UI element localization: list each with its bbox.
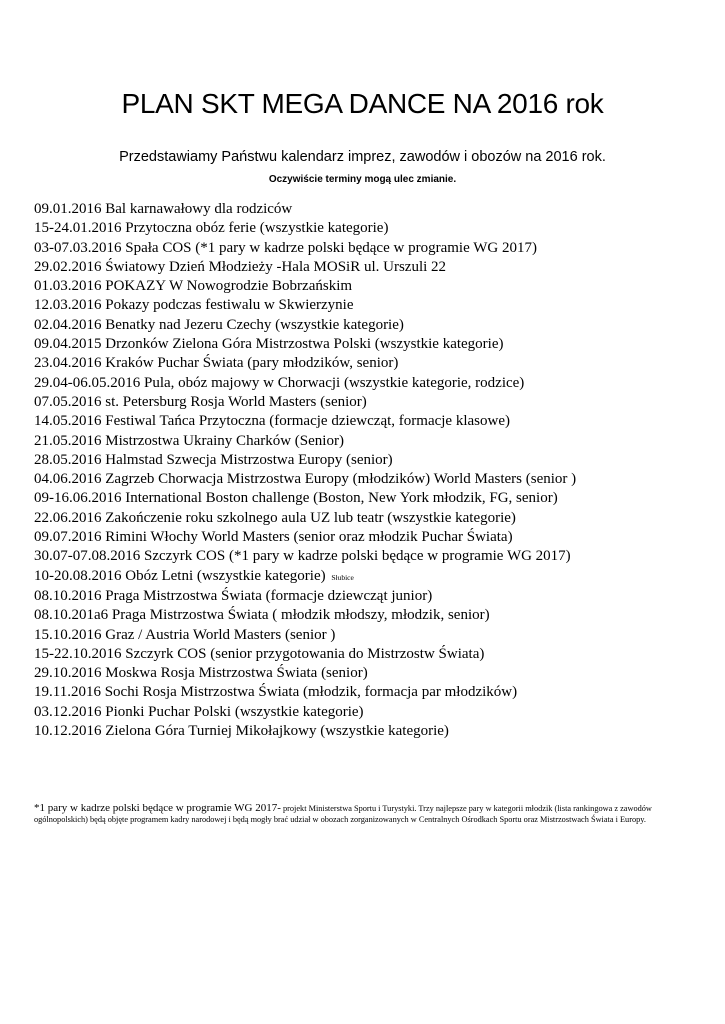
event-item: 15.10.2016 Graz / Austria World Masters (senior ) <box>34 626 336 643</box>
event-item: 08.10.201a6 Praga Mistrzostwa Świata ( młodzik młodszy, młodzik, senior) <box>34 607 490 624</box>
disclaimer-note: Oczywiście terminy mogą ulec zmianie. <box>268 174 457 185</box>
event-item: 09.01.2016 Bal karnawałowy dla rodziców <box>34 201 293 217</box>
event-item: 02.04.2016 Benatky nad Jezeru Czechy (wszystkie kategorie) <box>34 316 404 333</box>
event-item: 14.05.2016 Festiwal Tańca Przytoczna (formacje dziewcząt, formacje klasowe) <box>34 413 510 430</box>
event-item: 19.11.2016 Sochi Rosja Mistrzostwa Świata (młodzik, formacja par młodzików) <box>34 684 518 701</box>
event-item: 10.12.2016 Zielona Góra Turniej Mikołajkowy (wszystkie kategorie) <box>34 723 449 740</box>
event-item: 29.10.2016 Moskwa Rosja Mistrzostwa Świata (senior) <box>34 665 368 682</box>
event-item: 21.05.2016 Mistrzostwa Ukrainy Charków (Senior) <box>34 432 344 449</box>
event-item: 09.07.2016 Rimini Włochy World Masters (senior oraz młodzik Puchar Świata) <box>34 529 513 546</box>
event-item: 12.03.2016 Pokazy podczas festiwalu w Skwierzynie <box>34 297 354 314</box>
event-item: 09-16.06.2016 International Boston challenge (Boston, New York młodzik, FG, senior) <box>34 490 558 507</box>
page-title: PLAN SKT MEGA DANCE NA 2016 rok <box>121 88 604 119</box>
event-item: 08.10.2016 Praga Mistrzostwa Świata (formacje dziewcząt junior) <box>34 587 433 604</box>
event-item: 07.05.2016 st. Petersburg Rosja World Masters (senior) <box>34 393 367 410</box>
event-item: 29.02.2016 Światowy Dzień Młodzieży -Hala MOSiR ul. Urszuli 22 <box>34 258 447 275</box>
event-item: 03.12.2016 Pionki Puchar Polski (wszystkie kategorie) <box>34 703 364 720</box>
event-item: 30.07-07.08.2016 Szczyrk COS (*1 pary w kadrze polski będące w programie WG 2017) <box>34 548 571 565</box>
event-item: 15-24.01.2016 Przytoczna obóz ferie (wszystkie kategorie) <box>34 220 389 237</box>
event-item: 09.04.2015 Drzonków Zielona Góra Mistrzostwa Polski (wszystkie kategorie) <box>34 336 504 353</box>
event-item: 01.03.2016 POKAZY W Nowogrodzie Bobrzańskim <box>34 278 353 295</box>
event-item: 23.04.2016 Kraków Puchar Świata (pary młodzików, senior) <box>34 355 399 372</box>
event-item: 29.04-06.05.2016 Pula, obóz majowy w Chorwacji (wszystkie kategorie, rodzice) <box>34 374 525 391</box>
event-text: 10-20.08.2016 Obóz Letni (wszystkie kategorie) <box>34 567 326 584</box>
event-item: 04.06.2016 Zagrzeb Chorwacja Mistrzostwa Europy (młodzików) World Masters (senior ) <box>34 471 577 488</box>
footnote-lead: *1 pary w kadrze polski będące w programie WG 2017- <box>34 802 281 814</box>
footnote-body: projekt Ministerstwa Sportu i Turystyki. Trzy najlepsze pary w kategorii młodzik (lista rankingowa z zawodów ogólnopolskich) będą objęte programem kadry narodowej i będą mogły brać udział w obozach zorganizowanych w Centralnych Ośrodkach Sportu oraz Mistrzostwach Świata i Europy. <box>34 804 652 824</box>
event-item: 03-07.03.2016 Spała COS (*1 pary w kadrze polski będące w programie WG 2017) <box>34 239 537 256</box>
subtitle: Przedstawiamy Państwu kalendarz imprez, zawodów i obozów na 2016 rok. <box>119 149 606 165</box>
event-item: 15-22.10.2016 Szczyrk COS (senior przygotowania do Mistrzostw Świata) <box>34 645 485 662</box>
event-location-note: Słubice <box>331 572 354 582</box>
event-list <box>34 200 714 741</box>
footnote <box>34 803 684 825</box>
event-item: 22.06.2016 Zakończenie roku szkolnego aula UZ lub teatr (wszystkie kategorie) <box>34 509 516 526</box>
event-item: 28.05.2016 Halmstad Szwecja Mistrzostwa Europy (senior) <box>34 451 393 468</box>
event-item-summer-camp <box>34 567 714 587</box>
